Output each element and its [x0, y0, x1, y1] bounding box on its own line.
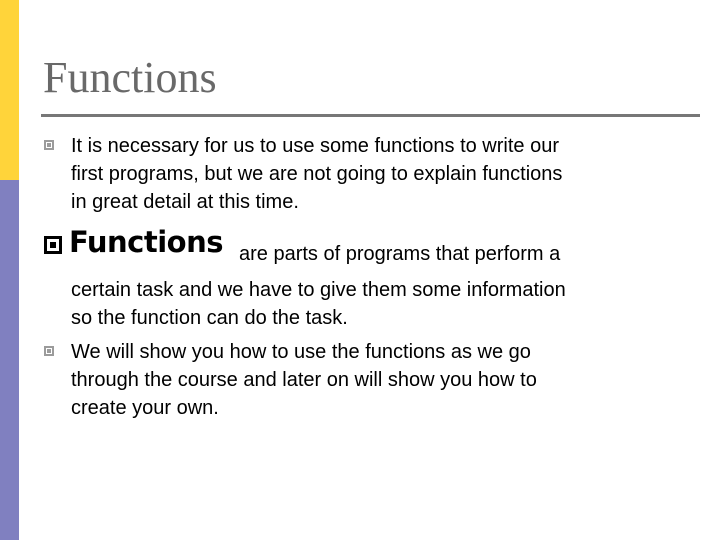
- bullet-2-line-2: certain task and we have to give them some information: [71, 279, 566, 301]
- bullet-2-line-3: so the function can do the task.: [71, 307, 348, 329]
- functions-heading: Functions: [69, 225, 223, 259]
- title-underline: [41, 114, 700, 117]
- bullet-3-line-1: We will show you how to use the functions as we go: [71, 341, 531, 363]
- bullet-3-line-3: create your own.: [71, 397, 219, 419]
- bullet-1-line-2: first programs, but we are not going to explain functions: [71, 163, 563, 185]
- bullet-3-text: [71, 338, 537, 422]
- bullet-3-line-2: through the course and later on will show you how to: [71, 369, 537, 391]
- bullet-1-line-3: in great detail at this time.: [71, 191, 299, 213]
- bullet-1-text: [71, 132, 562, 216]
- slide-title: Functions: [43, 53, 217, 102]
- bullet-1-line-1: It is necessary for us to use some functions to write our: [71, 135, 559, 157]
- bullet-icon-large: [44, 236, 62, 254]
- accent-bar-top: [0, 0, 19, 180]
- bullet-icon: [44, 346, 54, 356]
- bullet-icon: [44, 140, 54, 150]
- bullet-2-line-1-rest: are parts of programs that perform a: [239, 243, 561, 265]
- bullet-2-text: [71, 276, 566, 332]
- accent-bar-bottom: [0, 180, 19, 540]
